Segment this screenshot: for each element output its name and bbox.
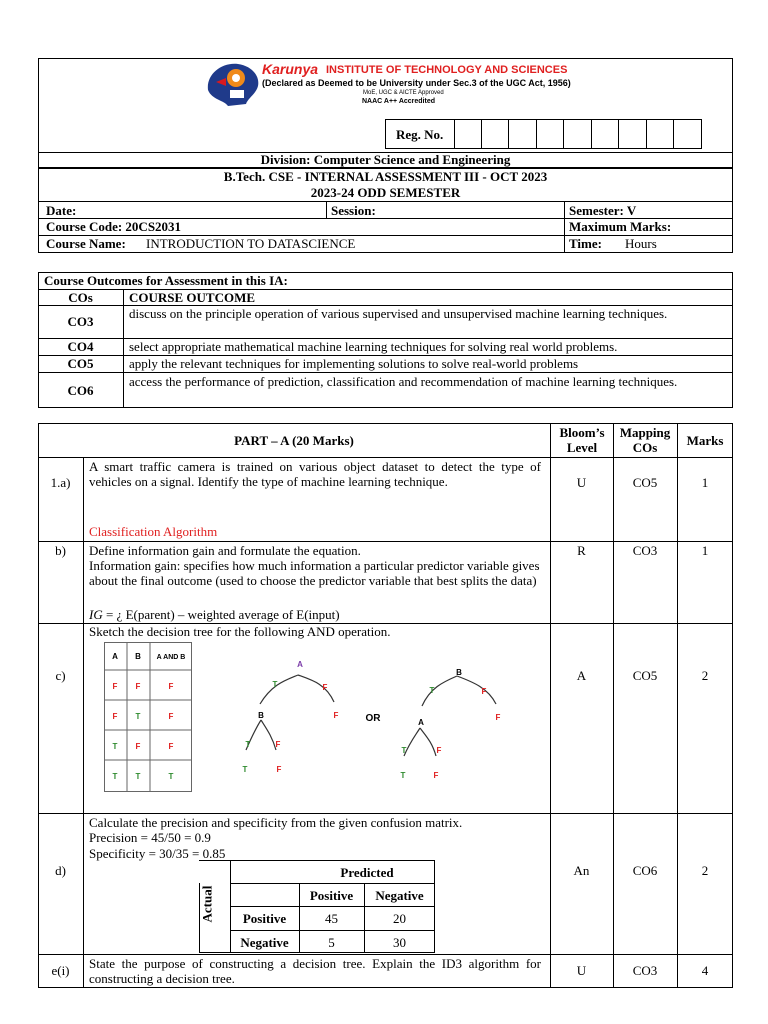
question-text: Sketch the decision tree for the following AND operation. bbox=[89, 624, 391, 639]
mapping-co: CO3 bbox=[632, 543, 658, 558]
matrix-cell: 20 bbox=[393, 911, 406, 926]
cell-false: F bbox=[112, 682, 118, 691]
tree-left-root: A bbox=[297, 660, 303, 669]
blooms-level: R bbox=[577, 543, 586, 558]
tree-right-child-f: F bbox=[436, 746, 442, 755]
cell-true: T bbox=[135, 772, 141, 781]
table-header: B bbox=[135, 652, 141, 661]
table-header: A AND B bbox=[156, 654, 186, 661]
co-code: CO3 bbox=[67, 314, 94, 329]
date-label: Date: bbox=[46, 203, 77, 218]
blooms-level: U bbox=[576, 963, 587, 978]
cell-false: F bbox=[135, 742, 141, 751]
tree-or-label: OR bbox=[365, 713, 381, 724]
co-text: select appropriate mathematical machine learning techniques for solving real world problems. bbox=[129, 339, 618, 354]
question-text: Define information gain and formulate the equation. bbox=[89, 543, 361, 558]
matrix-cell: 5 bbox=[328, 935, 335, 950]
axis-predicted: Predicted bbox=[340, 865, 394, 880]
answer-text: Classification Algorithm bbox=[89, 524, 218, 539]
tree-left-child-f: F bbox=[275, 740, 281, 749]
question-text: Calculate the precision and specificity from the given confusion matrix. bbox=[89, 815, 463, 830]
mapping-co: CO3 bbox=[632, 963, 658, 978]
cell-false: F bbox=[112, 712, 118, 721]
tree-left-leaf-f: F bbox=[276, 765, 282, 774]
blooms-level: An bbox=[573, 863, 590, 878]
cell-true: T bbox=[112, 742, 118, 751]
row-header: Negative bbox=[240, 935, 289, 950]
marks-value: 2 bbox=[701, 668, 709, 683]
matrix-cell: 30 bbox=[393, 935, 406, 950]
cell-true: T bbox=[168, 772, 174, 781]
division-text: Division: Computer Science and Engineering bbox=[260, 152, 511, 167]
course-code: Course Code: 20CS2031 bbox=[46, 219, 182, 234]
col-mapping: Mapping COs bbox=[619, 425, 671, 455]
marks-value: 2 bbox=[701, 863, 709, 878]
co-text: apply the relevant techniques for implementing solutions to solve real-world problems bbox=[129, 356, 579, 371]
co-code: CO4 bbox=[67, 339, 94, 354]
marks-value: 1 bbox=[701, 475, 709, 490]
question-number: d) bbox=[55, 863, 66, 878]
col-header: Positive bbox=[309, 888, 354, 903]
axis-actual: Actual bbox=[199, 885, 215, 923]
matrix-cell: 45 bbox=[325, 911, 338, 926]
time-label: Time: bbox=[569, 236, 602, 251]
co-text: access the performance of prediction, classification and recommendation of machine learning techniques. bbox=[129, 374, 678, 389]
tree-left-child: B bbox=[258, 711, 264, 720]
cell-true: T bbox=[135, 712, 141, 721]
tree-left-child-t: T bbox=[245, 740, 251, 749]
tree-right-t: T bbox=[429, 686, 435, 695]
cell-false: F bbox=[135, 682, 141, 691]
question-text: State the purpose of constructing a decision tree. Explain the ID3 algorithm for constructing a decision tree. bbox=[89, 956, 541, 986]
university-logo bbox=[202, 60, 264, 110]
tree-right-child: A bbox=[418, 718, 424, 727]
approved-text: MoE, UGC & AICTE Approved bbox=[363, 90, 444, 96]
col-marks: Marks bbox=[686, 433, 724, 448]
mapping-co: CO5 bbox=[632, 475, 658, 490]
institute-name: INSTITUTE OF TECHNOLOGY AND SCIENCES bbox=[326, 64, 568, 76]
tree-right-root: B bbox=[456, 668, 462, 677]
tree-right-f: F bbox=[481, 687, 487, 696]
question-number: b) bbox=[55, 543, 66, 558]
tree-left-f: F bbox=[322, 683, 328, 692]
assessment-text: B.Tech. CSE - INTERNAL ASSESSMENT III - OCT 2023 bbox=[223, 169, 548, 184]
formula-rest: = ¿ E(parent) – weighted average of E(input) bbox=[105, 607, 340, 622]
tree-left-leaf-t: T bbox=[242, 765, 248, 774]
decision-trees bbox=[230, 652, 530, 782]
co-code: CO5 bbox=[67, 356, 94, 371]
formula-ig: IG bbox=[89, 607, 103, 622]
col-cos: COs bbox=[68, 290, 93, 305]
blooms-level: U bbox=[576, 475, 587, 490]
tree-left-mid-f: F bbox=[333, 711, 339, 720]
max-marks: Maximum Marks: bbox=[569, 219, 672, 234]
question-number: 1.a) bbox=[50, 475, 71, 490]
col-header: Negative bbox=[375, 888, 424, 903]
course-name-label: Course Name: bbox=[46, 236, 126, 251]
part-a-title: PART – A (20 Marks) bbox=[234, 433, 354, 448]
specificity-text: Specificity = 30/35 = 0.85 bbox=[89, 846, 226, 861]
brand-name: Karunya bbox=[262, 61, 319, 77]
question-text: A smart traffic camera is trained on various object dataset to detect the type of vehicles on a signal. Identify the type of machine learning technique. bbox=[89, 459, 541, 489]
semester-label: Semester: V bbox=[569, 203, 637, 218]
col-course-outcome: COURSE OUTCOME bbox=[129, 290, 256, 305]
marks-value: 1 bbox=[701, 543, 709, 558]
answer-text: Information gain: specifies how much information a particular predictor variable gives about the final outcome (used to choose the predictor variable that best splits the data) bbox=[89, 558, 540, 588]
and-truth-table bbox=[104, 642, 192, 792]
tree-left-t: T bbox=[272, 680, 278, 689]
session-label: Session: bbox=[331, 203, 376, 218]
row-header: Positive bbox=[242, 911, 287, 926]
naac-text: NAAC A++ Accredited bbox=[362, 98, 436, 105]
table-header: A bbox=[112, 652, 118, 661]
time-value: Hours bbox=[625, 236, 657, 251]
cell-false: F bbox=[168, 742, 174, 751]
semester-title: 2023-24 ODD SEMESTER bbox=[310, 185, 461, 200]
cell-false: F bbox=[168, 712, 174, 721]
mapping-co: CO5 bbox=[632, 668, 658, 683]
tree-right-mid-f: F bbox=[495, 713, 501, 722]
mapping-co: CO6 bbox=[632, 863, 658, 878]
co-text: discuss on the principle operation of various supervised and unsupervised machine learning techniques. bbox=[129, 306, 668, 321]
formula-text bbox=[89, 607, 340, 622]
declared-text: (Declared as Deemed to be University under Sec.3 of the UGC Act, 1956) bbox=[262, 78, 571, 88]
outcomes-title: Course Outcomes for Assessment in this IA: bbox=[44, 273, 288, 288]
co-code: CO6 bbox=[67, 383, 94, 398]
tree-right-child-t: T bbox=[401, 746, 407, 755]
tree-right-leaf-f: F bbox=[433, 771, 439, 780]
tree-right-leaf-t: T bbox=[400, 771, 406, 780]
cell-true: T bbox=[112, 772, 118, 781]
regno-label: Reg. No. bbox=[396, 127, 444, 142]
question-number: e(i) bbox=[51, 963, 70, 978]
question-number: c) bbox=[55, 668, 66, 683]
marks-value: 4 bbox=[701, 963, 709, 978]
blooms-level: A bbox=[576, 668, 587, 683]
course-name: INTRODUCTION TO DATASCIENCE bbox=[146, 236, 356, 251]
col-blooms: Bloom’s Level bbox=[559, 425, 605, 455]
cell-false: F bbox=[168, 682, 174, 691]
precision-text: Precision = 45/50 = 0.9 bbox=[89, 830, 211, 845]
